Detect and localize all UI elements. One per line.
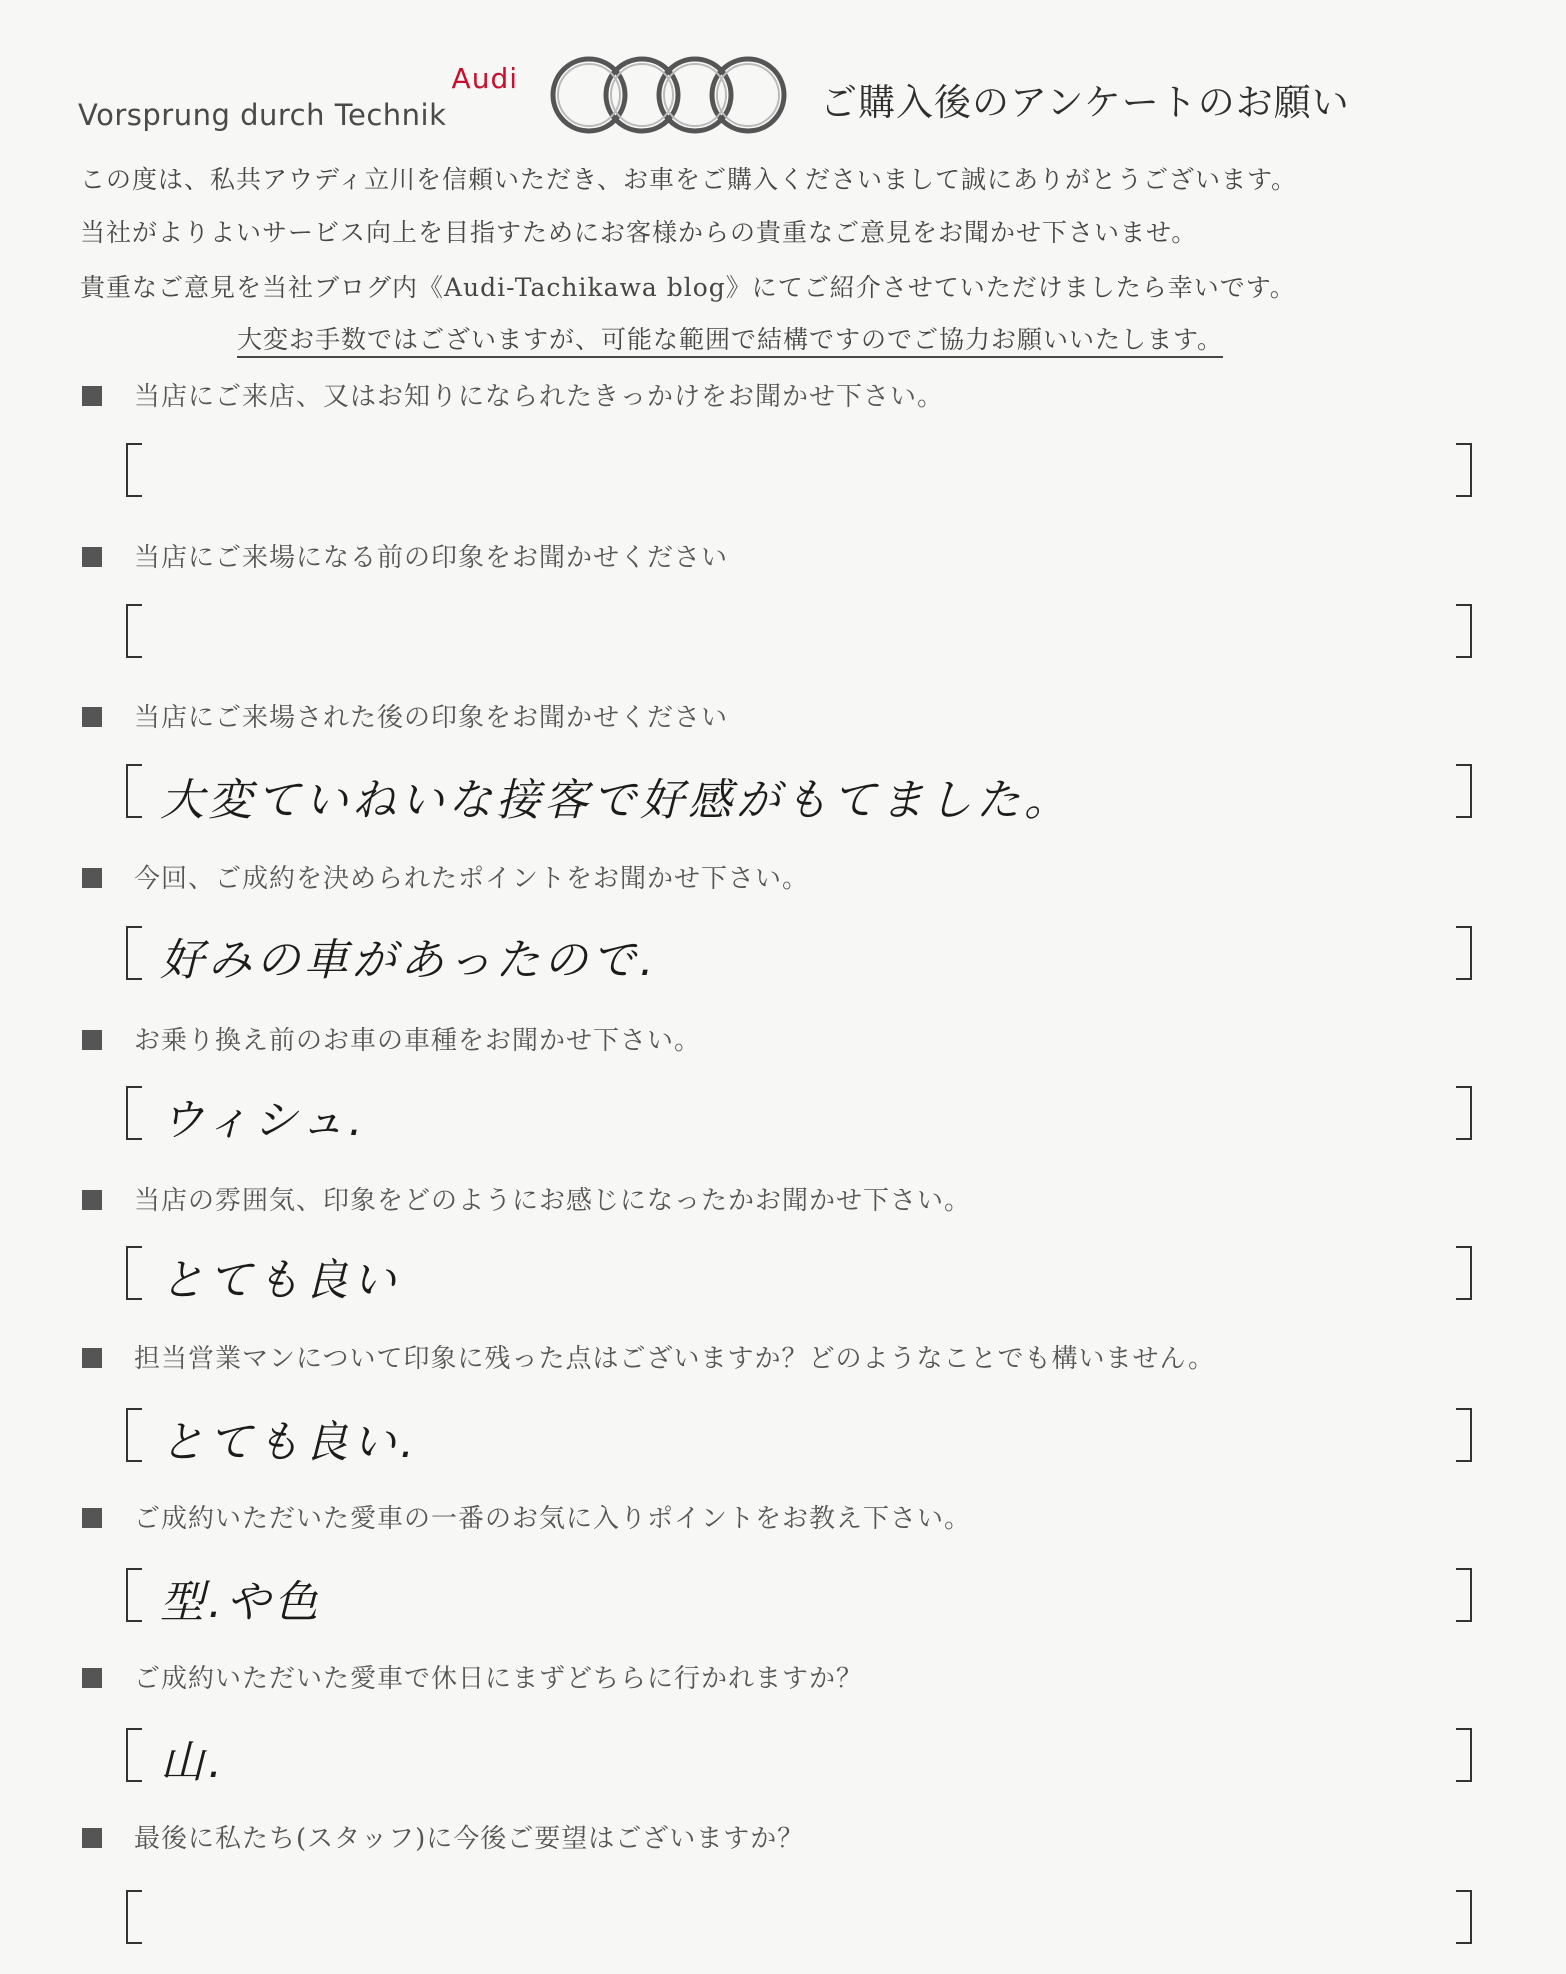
answer-bracket-right [1456,604,1472,658]
question-text: 当店にご来場された後の印象をお聞かせください [134,703,729,733]
answer-bracket-right [1456,1728,1472,1782]
answer-text[interactable]: 山. [160,1737,226,1788]
square-bullet-icon [82,1348,102,1368]
question-text: ご成約いただいた愛車で休日にまずどちらに行かれますか？ [134,1664,864,1694]
brand-name: Audi [451,62,518,95]
answer-bracket-left [126,926,142,980]
answer-bracket-left [126,1568,142,1622]
intro-line-4: 大変お手数ではございますが、可能な範囲で結構ですのでご協力お願いいたします。 [237,325,1224,354]
question-text: ご成約いただいた愛車の一番のお気に入りポイントをお教え下さい。 [134,1504,972,1534]
answer-bracket-left [126,1728,142,1782]
square-bullet-icon [82,1828,102,1848]
answer-bracket-right [1456,926,1472,980]
audi-four-rings-icon [544,50,794,140]
answer-bracket-left [126,1246,142,1300]
audi-brand-block [78,62,518,142]
question-text: お乗り換え前のお車の車種をお聞かせ下さい。 [134,1026,702,1056]
answer-bracket-right [1456,1890,1472,1944]
answer-text[interactable]: ウィシュ. [160,1095,367,1146]
question-text: 今回、ご成約を決められたポイントをお聞かせ下さい。 [134,864,810,894]
square-bullet-icon [82,547,102,567]
square-bullet-icon [82,1668,102,1688]
square-bullet-icon [82,1190,102,1210]
answer-bracket-left [126,764,142,818]
answer-bracket-right [1456,1408,1472,1462]
answer-bracket-right [1456,1568,1472,1622]
answer-text[interactable]: とても良い [160,1255,400,1306]
question-text: 最後に私たち(スタッフ)に今後ご要望はございますか？ [134,1824,805,1854]
question-text: 担当営業マンについて印象に残った点はございますか？どのようなことでも構いません。 [134,1344,1216,1374]
answer-bracket-left [126,1086,142,1140]
intro-line-1: この度は、私共アウディ立川を信頼いただき、お車をご購入くださいまして誠にありがとうございます。 [80,165,1298,194]
answer-text[interactable]: とても良い. [160,1417,418,1468]
answer-bracket-left [126,1890,142,1944]
answer-bracket-right [1456,764,1472,818]
intro-line-2: 当社がよりよいサービス向上を目指すためにお客様からの貴重なご意見をお聞かせ下さいませ。 [80,218,1198,247]
answer-bracket-right [1456,1086,1472,1140]
answer-bracket-left [126,604,142,658]
answer-text[interactable]: 好みの車があったので. [160,935,658,986]
answer-bracket-left [126,1408,142,1462]
answer-bracket-right [1456,1246,1472,1300]
answer-text[interactable]: 大変ていねいな接客で好感がもてました。 [160,775,1072,826]
question-text: 当店にご来場になる前の印象をお聞かせください [134,543,729,573]
square-bullet-icon [82,1030,102,1050]
square-bullet-icon [82,707,102,727]
question-text: 当店にご来店、又はお知りになられたきっかけをお聞かせ下さい。 [134,382,945,412]
square-bullet-icon [82,868,102,888]
intro-line-3: 貴重なご意見を当社ブログ内《Audi-Tachikawa blog》にてご紹介させていただけましたら幸いです。 [80,273,1296,302]
square-bullet-icon [82,386,102,406]
answer-bracket-right [1456,443,1472,497]
answer-bracket-left [126,443,142,497]
document-title: ご購入後のアンケートのお願い [820,81,1350,124]
question-text: 当店の雰囲気、印象をどのようにお感じになったかお聞かせ下さい。 [134,1186,972,1216]
answer-text[interactable]: 型.や色 [160,1577,322,1628]
brand-slogan: Vorsprung durch Technik [78,98,447,132]
square-bullet-icon [82,1508,102,1528]
